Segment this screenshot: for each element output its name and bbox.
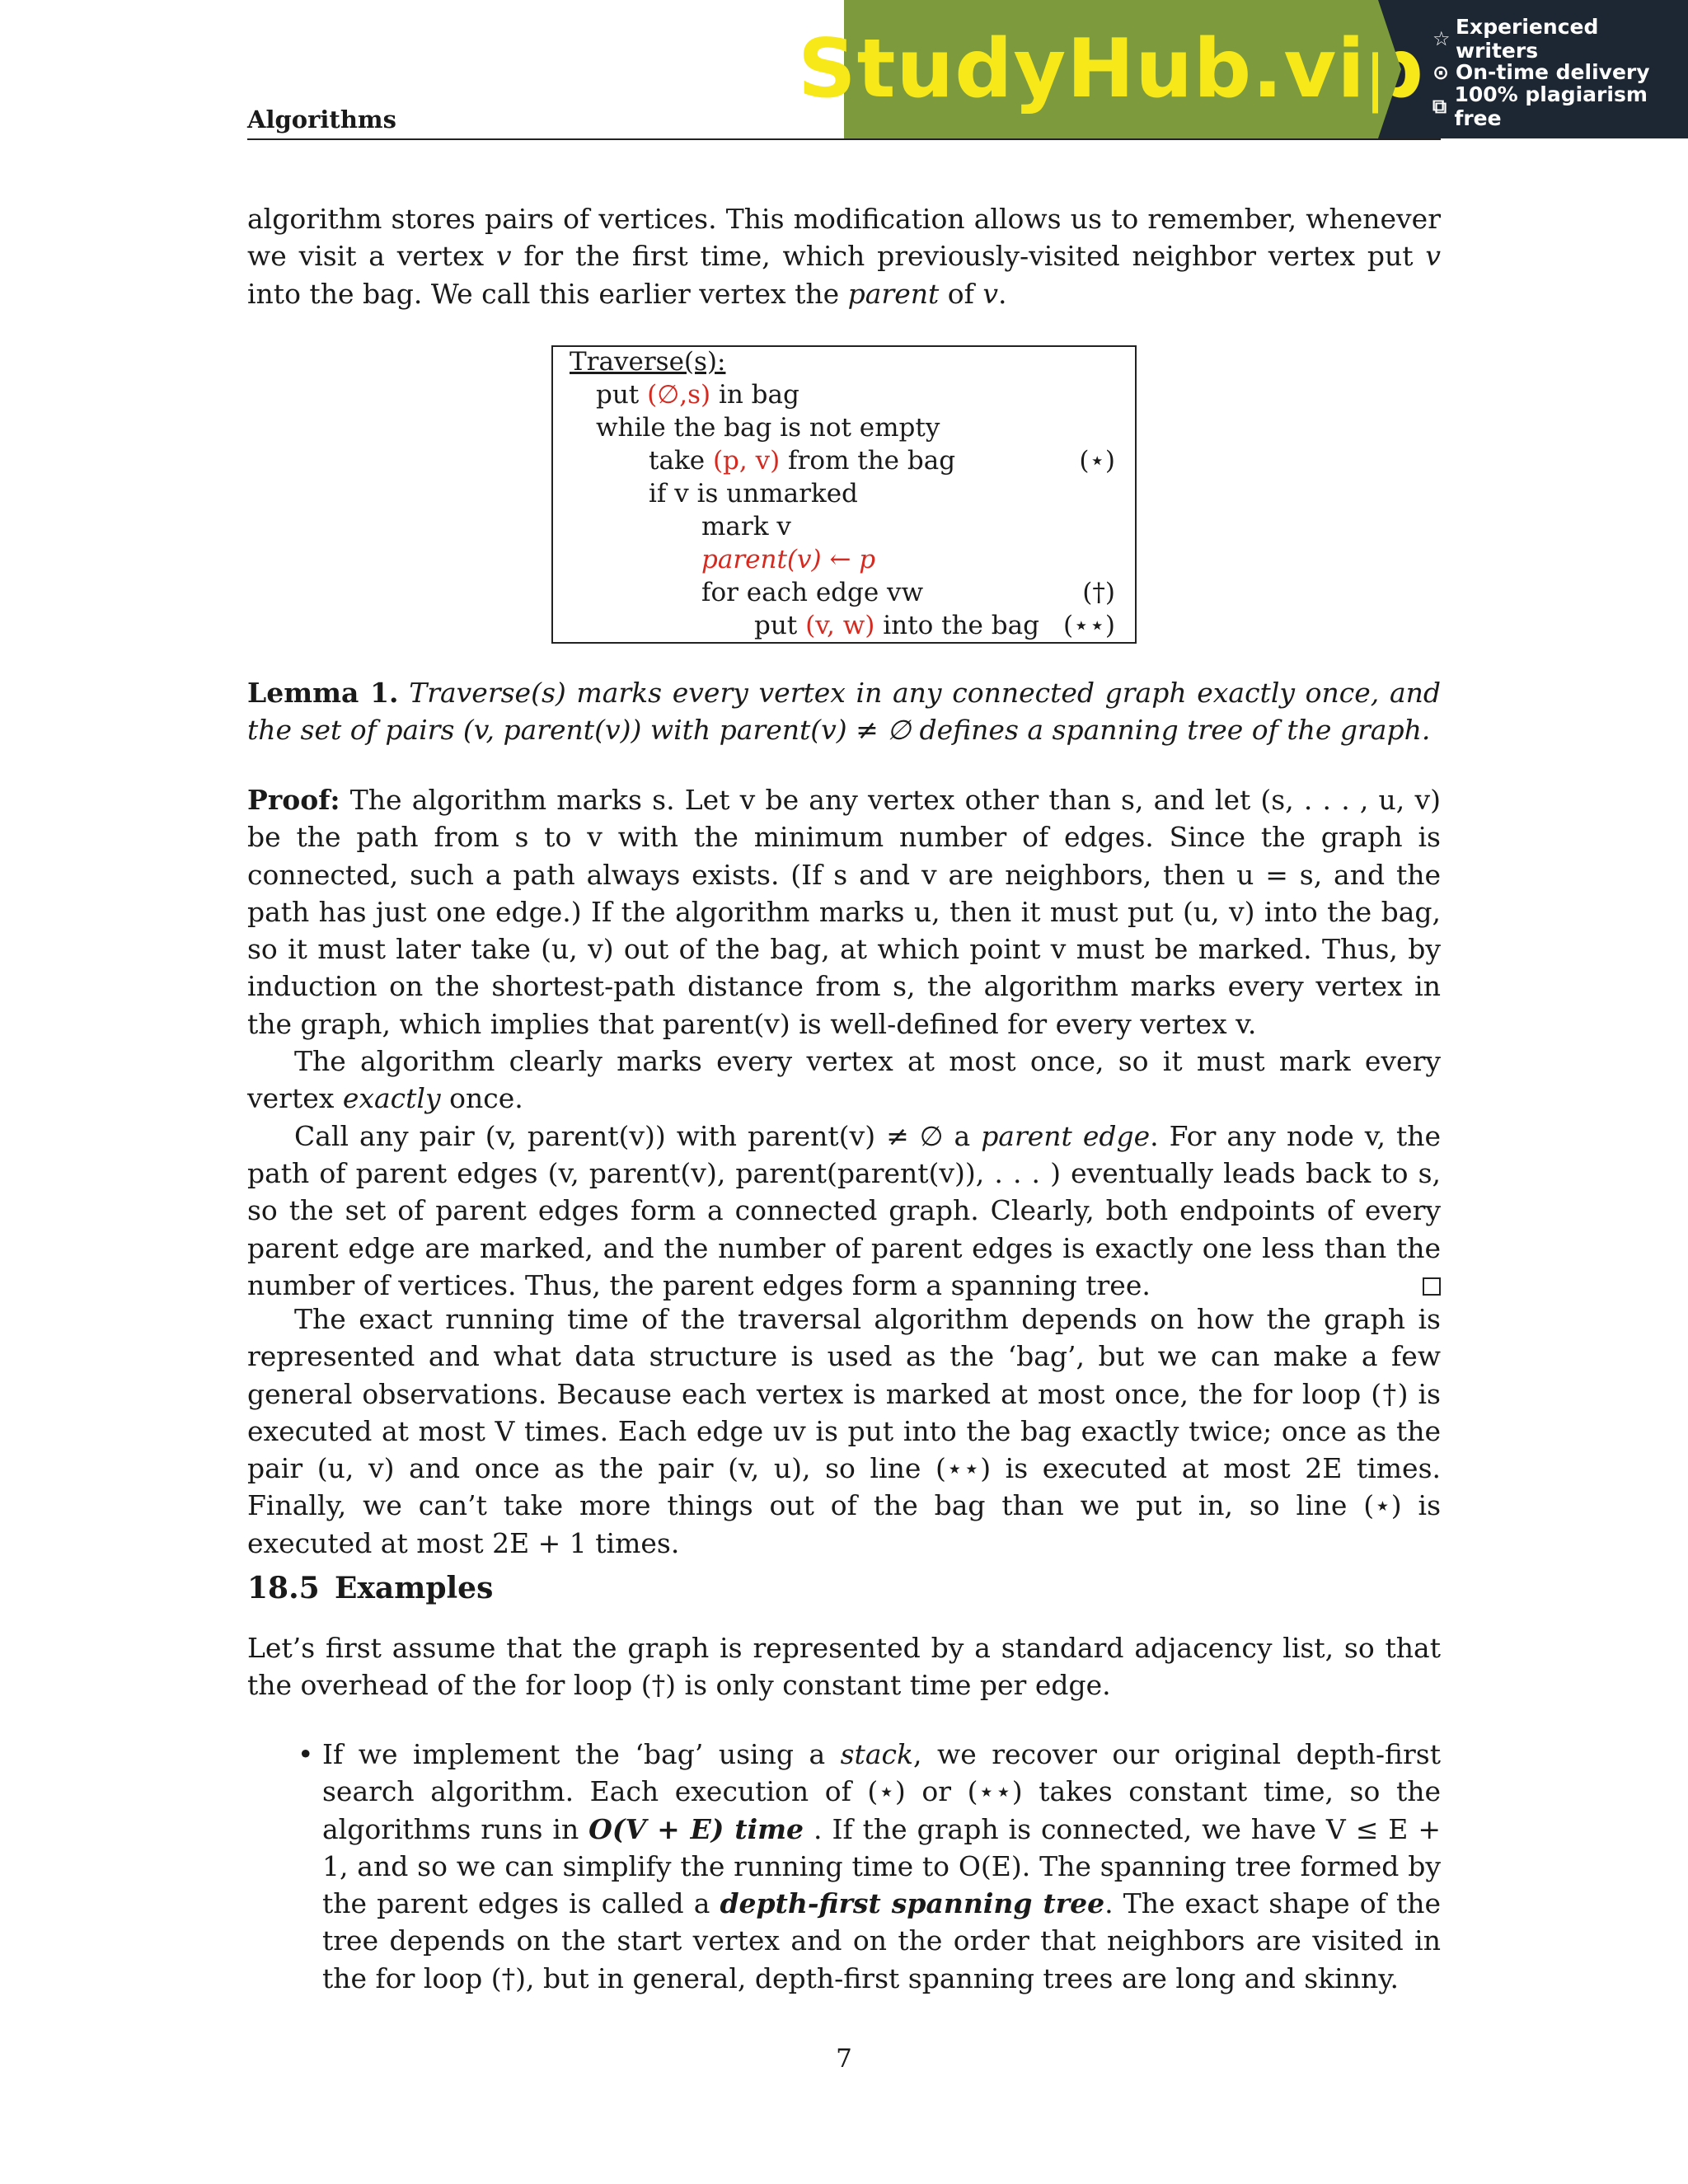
banner-arrow-shape — [1378, 0, 1401, 138]
header-rule — [247, 138, 1441, 140]
proof-paragraph-3: Call any pair (v, parent(v)) with parent(v) ≠ ∅ a parent edge. For any node v, the path of parent edges (v, parent(v), parent(parent(v)), . . . ) eventually leads back to s, so the set of parent edges form a connected graph. Clearly, both endpoints of every parent edge are marked, and the number of parent edges is exactly one less than the number of vertices. Thus, the parent edges form a spanning tree. — [247, 1119, 1441, 1301]
running-head: Algorithms — [247, 105, 396, 134]
feature-label: Experienced writers — [1455, 14, 1599, 63]
banner-features — [1378, 0, 1688, 138]
algorithm-line: parent(v) ← p — [701, 545, 876, 574]
studyhub-banner[interactable] — [798, 0, 1688, 138]
feature-label: 100% plagiarism free — [1454, 82, 1648, 130]
feature-label: On-time delivery — [1456, 60, 1650, 84]
page-number: 7 — [836, 2044, 852, 2074]
feature-experienced-writers — [1432, 14, 1688, 63]
section-title: Examples — [335, 1571, 494, 1605]
proof-paragraph-2: The algorithm clearly marks every vertex at most once, so it must mark every vertex exactly once. — [247, 1045, 1441, 1115]
algorithm-line: put (∅,s) in bag — [596, 380, 799, 410]
algorithm-line: while the bag is not empty — [596, 413, 940, 443]
algorithm-marker: (⋆⋆) — [1063, 611, 1115, 640]
feature-plagiarism-free — [1432, 82, 1688, 130]
algorithm-line: for each edge vw — [701, 578, 924, 607]
intro-paragraph: algorithm stores pairs of vertices. This modification allows us to remember, whenever we visit a vertex v for the first time, which previously-visited neighbor vertex put v into the bag. We call this earlier vertex the parent of v. — [247, 203, 1441, 310]
algorithm-line: put (v, w) into the bag — [754, 611, 1039, 640]
qed-box-icon — [1423, 1277, 1441, 1296]
section-heading — [247, 1571, 493, 1605]
proof — [247, 781, 1441, 1304]
algorithm-line: take (p, v) from the bag — [649, 446, 956, 476]
bullet-icon: • — [298, 1738, 314, 1770]
star-icon: ☆ — [1432, 26, 1451, 50]
list-item: • If we implement the ‘bag’ using a stack, we recover our original depth-first search algorithm. Each execution of (⋆) or (⋆⋆) takes constant time, so the algorithms runs in O(V + E) time . If the graph is connected, we have V ≤ E + 1, and so we can simplify the running time to O(E). The spanning tree formed by the parent edges is called a depth-first spanning tree. The exact shape of the tree depends on the start vertex and on the order that neighbors are visited in the for loop (†), but in general, depth-first spanning trees are long and skinny. — [322, 1736, 1441, 1997]
algorithm-line: if v is unmarked — [649, 479, 858, 509]
copy-icon: ⧉ — [1432, 94, 1447, 118]
algorithm-title: Traverse(s): — [570, 347, 726, 377]
banner-logo[interactable] — [798, 0, 1425, 138]
examples-intro: Let’s first assume that the graph is represented by a standard adjacency list, so that the overhead of the for loop (†) is only constant time per edge. — [247, 1632, 1441, 1702]
clock-icon: ⊙ — [1432, 60, 1450, 84]
algorithm-marker: (†) — [1082, 578, 1115, 607]
lemma — [247, 674, 1441, 749]
lemma-label: Lemma 1. — [247, 677, 399, 709]
lemma-text: Traverse(s) marks every vertex in any connected graph exactly once, and the set of pairs (v, parent(v)) with parent(v) ≠ ∅ defines a spanning tree of the graph. — [247, 677, 1442, 747]
running-time-paragraph: The exact running time of the traversal algorithm depends on how the graph is represented and what data structure is used as the ‘bag’, but we can make a few general observations. Because each vertex is marked at most once, the for loop (†) is executed at most V times. Each edge uv is put into the bag exactly twice; once as the pair (u, v) and once as the pair (v, u), so line (⋆⋆) is executed at most 2E times. Finally, we can’t take more things out of the bag than we put in, so line (⋆) is executed at most 2E + 1 times. — [247, 1303, 1441, 1559]
banner-logo-text: StudyHub.vip — [798, 22, 1425, 116]
bullet-list — [298, 1736, 1441, 1997]
parent-term: parent — [847, 277, 940, 310]
algorithm-marker: (⋆) — [1079, 446, 1115, 476]
section-number: 18.5 — [247, 1571, 320, 1605]
traverse-algorithm-box — [551, 345, 1137, 644]
algorithm-line: mark v — [701, 512, 791, 541]
proof-paragraph-1: The algorithm marks s. Let v be any vertex other than s, and let (s, . . . , u, v) be the path from s to v with the minimum number of edges. Since the graph is connected, such a path always exists. (If s and v are neighbors, then u = s, and the path has just one edge.) If the algorithm marks u, then it must put (u, v) into the bag, so it must later take (u, v) out of the bag, at which point v must be marked. Thus, by induction on the shortest-path distance from s, the algorithm marks every vertex in the graph, which implies that parent(v) is well-defined for every vertex v. — [247, 784, 1441, 1040]
proof-label: Proof: — [247, 784, 340, 816]
